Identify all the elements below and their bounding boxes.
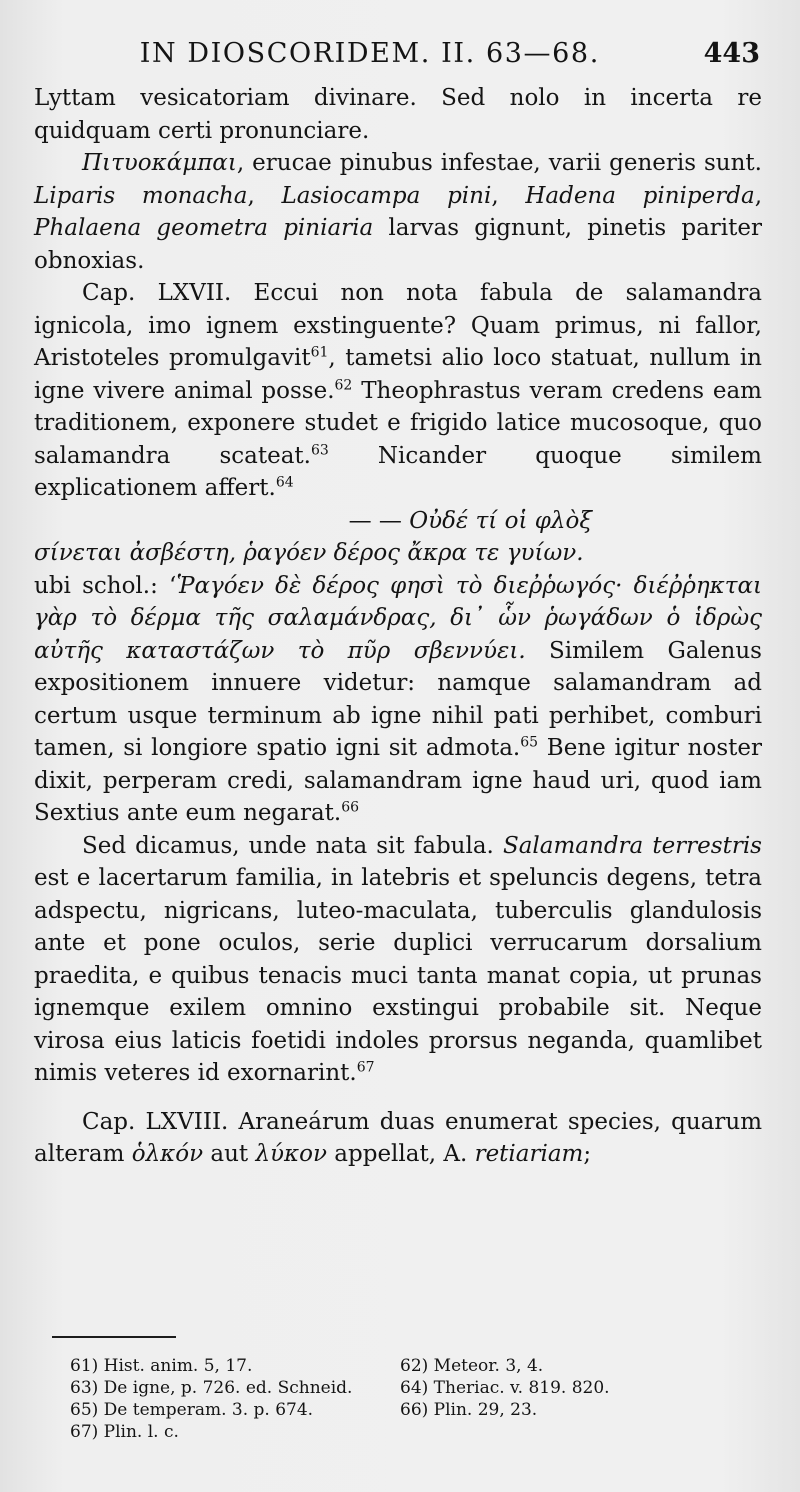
- text-run: , erucae pinubus infestae, varii generis sunt.: [236, 150, 762, 176]
- paragraph: [34, 505, 762, 538]
- footnote: 63) De igne, p. 726. ed. Schneid.: [70, 1378, 353, 1398]
- paragraph: [34, 570, 762, 830]
- italic-name: Hadena piniperda: [525, 182, 755, 209]
- text-run: Cap. LXVII. Eccui non nota fabula de salamandra ignicola, imo ignem exstinguente? Quam primus, ni fallor, Aristoteles promulgavit: [34, 280, 762, 371]
- text-run: ,: [491, 182, 526, 209]
- footnote: 66) Plin. 29, 23.: [400, 1400, 538, 1420]
- text-run: ;: [583, 1141, 592, 1167]
- text-run: est e lacertarum familia, in latebris et speluncis degens, tetra adspectu, nigricans, luteo-maculata, tuberculis glandulosis ante et pone oculos, serie duplici verrucarum dorsalium praedita, e quibus tenacis muci tanta manat copia, ut prunas ignemque exilem omnino exstingui probabile sit. Neque virosa eius laticis foetidi indoles prorsus neganda, quamlibet nimis veteres id exornarint.: [34, 865, 762, 1086]
- text-run: — —: [348, 507, 410, 534]
- footnote-ref: 64: [275, 474, 294, 491]
- paragraph: [34, 277, 762, 505]
- italic-name: Phalaena geometra piniaria: [34, 215, 374, 241]
- text-run: ubi schol.: ‘: [34, 572, 177, 599]
- footnote-row: [70, 1421, 770, 1443]
- paragraph: [34, 147, 762, 277]
- running-title: IN DIOSCORIDEM. II. 63—68.: [139, 37, 600, 69]
- text-run: appellat, A.: [326, 1141, 475, 1167]
- italic-name: Salamandra terrestris: [502, 832, 762, 859]
- footnote-row: [70, 1377, 770, 1399]
- footnote-rule: [52, 1336, 176, 1338]
- footnote-ref: 62: [334, 376, 353, 393]
- paragraph: [34, 82, 762, 147]
- footnote-row: [70, 1355, 770, 1377]
- main-text: [34, 82, 762, 1171]
- greek-text: λύκον: [255, 1141, 327, 1167]
- footnote: 64) Theriac. v. 819. 820.: [400, 1378, 610, 1398]
- footnote-ref: 63: [310, 441, 329, 458]
- italic-name: Liparis monacha: [34, 182, 248, 209]
- footnotes: [70, 1355, 770, 1443]
- text-run: aut: [203, 1141, 256, 1167]
- page-header: [36, 30, 760, 76]
- text-run: Nicander quoque similem explicationem affert.: [34, 442, 762, 501]
- paragraph: [34, 1106, 762, 1171]
- footnote: 67) Plin. l. c.: [70, 1422, 179, 1442]
- greek-text: Οὐδέ τί οἱ φλὸξ: [409, 507, 592, 534]
- text-run: Bene igitur noster dixit, perperam credi, salamandram igne haud uri, quod iam Sextius ante eum negarat.: [34, 735, 762, 826]
- text-run: , tametsi alio loco statuat, nullum in igne vivere animal posse.: [34, 345, 762, 404]
- greek-text: Πιτυοκάμπαι: [82, 150, 237, 176]
- text-run: Lyttam vesicatoriam divinare. Sed nolo in incerta re quidquam certi pronunciare.: [34, 85, 762, 144]
- paragraph: [34, 830, 762, 1090]
- footnote: 61) Hist. anim. 5, 17.: [70, 1356, 253, 1376]
- footnote: 62) Meteor. 3, 4.: [400, 1356, 544, 1376]
- greek-text: ὁλκόν: [131, 1141, 204, 1167]
- page-number: 443: [703, 37, 760, 69]
- text-run: larvas gignunt, pinetis pariter obnoxias.: [34, 215, 762, 274]
- greek-text: σίνεται ἀσβέστη, ῥαγόεν δέρος ἄκρα τε γυίων.: [34, 540, 584, 566]
- footnote-ref: 65: [520, 734, 539, 751]
- paragraph: [34, 537, 762, 570]
- footnote-ref: 61: [310, 344, 329, 361]
- greek-text: Ῥαγόεν δὲ δέρος φησὶ τὸ διεῤῥωγός· διέῤῥηκται γὰρ τὸ δέρμα τῆς σαλαμάνδρας, δι᾽ ὧν ῥωγάδων ὁ ἱδρὼς αὐτῆς καταστάζων τὸ πῦρ σβεννύει.: [34, 572, 762, 664]
- text-run: Cap. LXVIII. Araneárum duas enumerat species, quarum alteram: [34, 1108, 762, 1167]
- text-run: ,: [247, 182, 282, 209]
- italic-name: Lasiocampa pini: [281, 182, 492, 209]
- footnote: [400, 1421, 650, 1443]
- footnote-ref: 67: [356, 1059, 375, 1076]
- italic-name: retiariam: [474, 1141, 584, 1167]
- text-run: Sed dicamus, unde nata sit fabula.: [82, 832, 503, 859]
- text-run: Similem Galenus expositionem innuere videtur: namque salamandram ad certum usque terminum ab igne nihil pati perhibet, comburi tamen, si longiore spatio igni sit admota.: [34, 637, 762, 761]
- footnote: 65) De temperam. 3. p. 674.: [70, 1400, 314, 1420]
- text-run: Theophrastus veram credens eam traditionem, exponere studet e frigido latice mucosoque, quo salamandra scateat.: [34, 377, 762, 469]
- footnote-row: [70, 1399, 770, 1421]
- footnote-ref: 66: [341, 799, 360, 816]
- text-run: ,: [754, 182, 762, 209]
